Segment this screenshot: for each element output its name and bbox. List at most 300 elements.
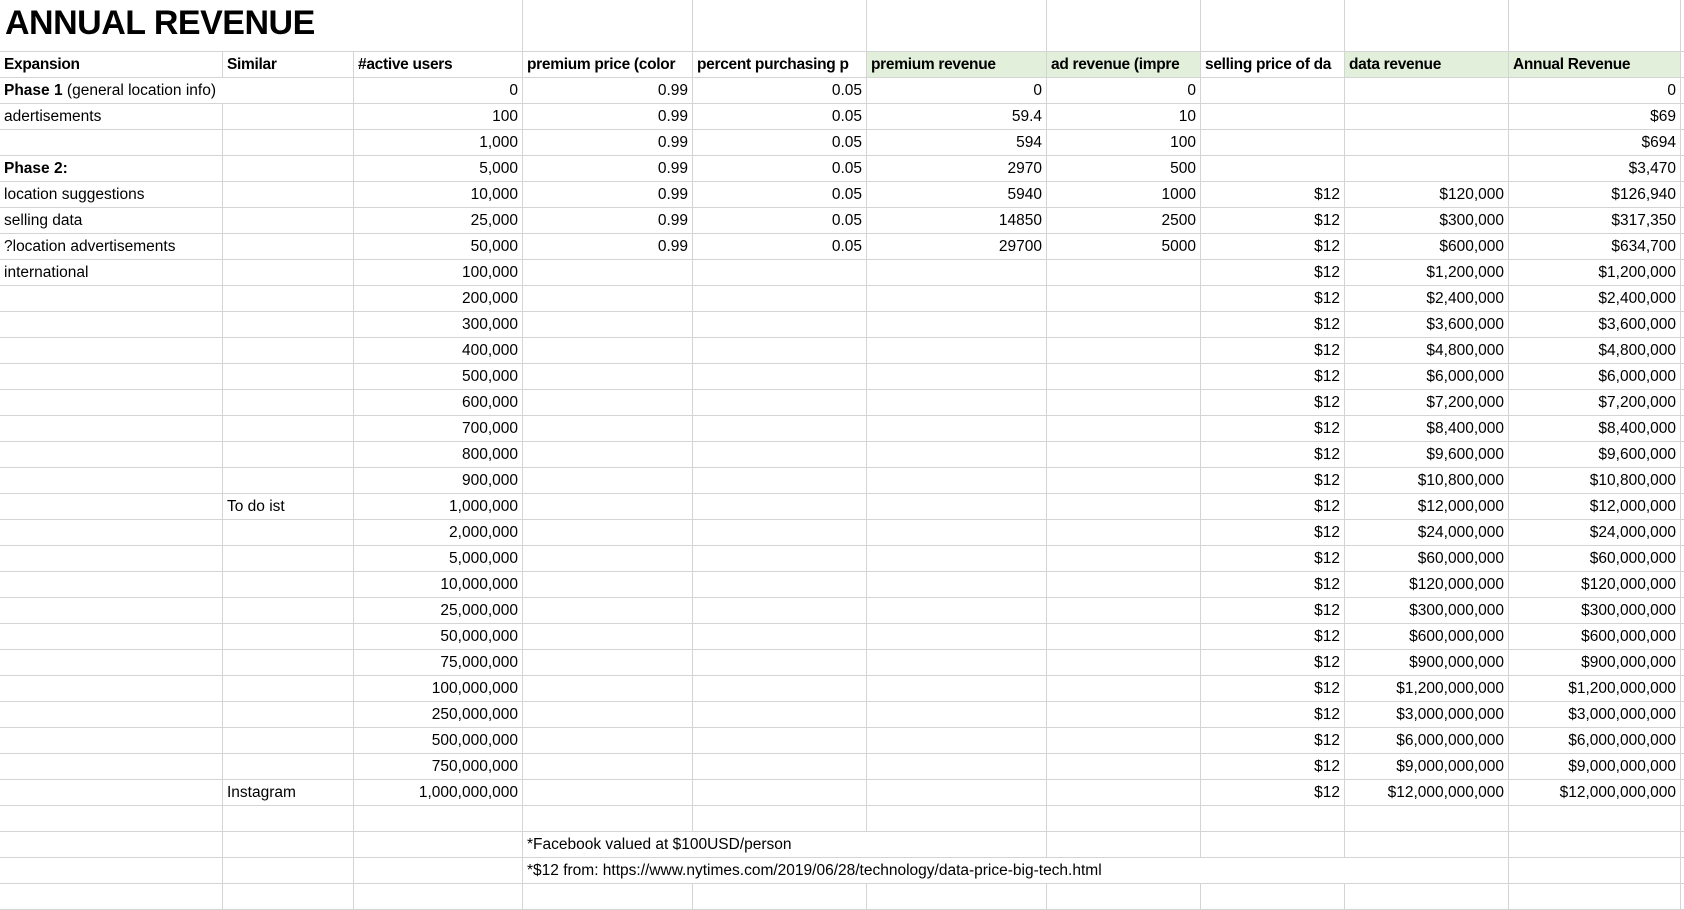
cell-premium-revenue[interactable] (867, 650, 1047, 676)
cell-premium-revenue[interactable]: 14850 (867, 208, 1047, 234)
cell-selling-price[interactable]: $12 (1201, 312, 1345, 338)
cell-active-users[interactable] (354, 884, 523, 910)
cell-data-revenue[interactable]: $900,000,000 (1345, 650, 1509, 676)
cell-premium-price[interactable] (523, 364, 693, 390)
cell-percent-purchasing[interactable]: 0.05 (693, 156, 867, 182)
cell-data-revenue[interactable]: $9,600,000 (1345, 442, 1509, 468)
cell-data-revenue[interactable] (1345, 884, 1509, 910)
cell-data-revenue[interactable] (1345, 78, 1509, 104)
cell-ad-revenue[interactable] (1047, 312, 1201, 338)
cell-selling-price[interactable]: $12 (1201, 182, 1345, 208)
cell-premium-revenue[interactable] (867, 546, 1047, 572)
cell-ad-revenue[interactable] (1047, 338, 1201, 364)
cell-selling-price[interactable]: $12 (1201, 728, 1345, 754)
cell-similar[interactable] (223, 390, 354, 416)
cell-similar[interactable] (223, 702, 354, 728)
cell-percent-purchasing[interactable]: 0.05 (693, 104, 867, 130)
cell-premium-revenue[interactable] (867, 364, 1047, 390)
header-cell-ad-revenue[interactable]: ad revenue (impre (1047, 52, 1201, 78)
cell-expansion[interactable] (0, 572, 223, 598)
cell-premium-revenue[interactable] (867, 494, 1047, 520)
cell-data-revenue[interactable] (1345, 832, 1509, 858)
cell-selling-price[interactable]: $12 (1201, 416, 1345, 442)
cell-expansion[interactable] (0, 494, 223, 520)
cell-premium-price[interactable]: *Facebook valued at $100USD/person (523, 832, 693, 858)
cell-data-revenue[interactable]: $9,000,000,000 (1345, 754, 1509, 780)
cell-similar[interactable] (223, 260, 354, 286)
cell-data-revenue[interactable]: $600,000 (1345, 234, 1509, 260)
cell-premium-price[interactable] (523, 312, 693, 338)
cell-ad-revenue[interactable] (1047, 832, 1201, 858)
cell-ad-revenue[interactable] (1047, 546, 1201, 572)
header-cell-similar[interactable]: Similar (223, 52, 354, 78)
cell-active-users[interactable]: 2,000,000 (354, 520, 523, 546)
cell-premium-price[interactable] (523, 754, 693, 780)
cell-selling-price[interactable] (1201, 78, 1345, 104)
cell-percent-purchasing[interactable] (693, 442, 867, 468)
cell-active-users[interactable]: 0 (354, 78, 523, 104)
cell-data-revenue[interactable]: $8,400,000 (1345, 416, 1509, 442)
cell-annual-revenue[interactable] (1509, 884, 1681, 910)
cell-similar[interactable] (223, 806, 354, 832)
cell-active-users[interactable]: 100,000 (354, 260, 523, 286)
cell-premium-revenue[interactable]: 29700 (867, 234, 1047, 260)
header-cell-data-revenue[interactable]: data revenue (1345, 52, 1509, 78)
cell-annual-revenue[interactable]: $317,350 (1509, 208, 1681, 234)
cell-expansion[interactable] (0, 676, 223, 702)
cell-premium-revenue[interactable] (867, 728, 1047, 754)
header-cell-premium-price[interactable]: premium price (color (523, 52, 693, 78)
cell-premium-price[interactable] (523, 676, 693, 702)
cell-percent-purchasing[interactable] (693, 546, 867, 572)
cell-similar[interactable] (223, 338, 354, 364)
cell-ad-revenue[interactable] (1047, 806, 1201, 832)
cell-premium-price[interactable] (523, 260, 693, 286)
cell-expansion[interactable] (0, 780, 223, 806)
cell-percent-purchasing[interactable] (693, 260, 867, 286)
cell-ad-revenue[interactable]: 0 (1047, 78, 1201, 104)
cell-ad-revenue[interactable] (1047, 754, 1201, 780)
cell-ad-revenue[interactable] (1047, 260, 1201, 286)
cell-selling-price[interactable]: $12 (1201, 338, 1345, 364)
cell-expansion[interactable]: ?location advertisements (0, 234, 223, 260)
cell-premium-revenue[interactable] (867, 390, 1047, 416)
cell-premium-revenue[interactable] (867, 312, 1047, 338)
cell-similar[interactable] (223, 182, 354, 208)
cell-annual-revenue[interactable]: $12,000,000 (1509, 494, 1681, 520)
cell-expansion[interactable]: selling data (0, 208, 223, 234)
cell-similar[interactable] (223, 78, 354, 104)
cell-selling-price[interactable]: $12 (1201, 260, 1345, 286)
cell-percent-purchasing[interactable] (693, 338, 867, 364)
cell-expansion[interactable] (0, 702, 223, 728)
cell-selling-price[interactable]: $12 (1201, 364, 1345, 390)
cell-annual-revenue[interactable]: $600,000,000 (1509, 624, 1681, 650)
cell-premium-revenue[interactable]: 594 (867, 130, 1047, 156)
cell-active-users[interactable]: 300,000 (354, 312, 523, 338)
cell-expansion[interactable]: location suggestions (0, 182, 223, 208)
cell-premium-price[interactable]: 0.99 (523, 156, 693, 182)
cell-premium-price[interactable] (523, 442, 693, 468)
cell-similar[interactable] (223, 286, 354, 312)
cell-annual-revenue[interactable]: $6,000,000,000 (1509, 728, 1681, 754)
cell-active-users[interactable]: 10,000 (354, 182, 523, 208)
cell-annual-revenue[interactable]: $126,940 (1509, 182, 1681, 208)
cell-data-revenue[interactable]: $60,000,000 (1345, 546, 1509, 572)
cell-premium-revenue[interactable] (867, 416, 1047, 442)
cell-expansion[interactable] (0, 884, 223, 910)
cell-active-users[interactable]: 10,000,000 (354, 572, 523, 598)
cell-selling-price[interactable]: $12 (1201, 624, 1345, 650)
cell-premium-revenue[interactable] (867, 520, 1047, 546)
cell-selling-price[interactable]: $12 (1201, 208, 1345, 234)
cell-percent-purchasing[interactable] (693, 650, 867, 676)
cell-selling-price[interactable]: $12 (1201, 234, 1345, 260)
cell-data-revenue[interactable]: $6,000,000,000 (1345, 728, 1509, 754)
cell-premium-revenue[interactable] (867, 624, 1047, 650)
cell-selling-price[interactable]: $12 (1201, 676, 1345, 702)
cell-data-revenue[interactable]: $1,200,000,000 (1345, 676, 1509, 702)
cell-ad-revenue[interactable] (1047, 416, 1201, 442)
cell-expansion[interactable] (0, 416, 223, 442)
cell-similar[interactable] (223, 728, 354, 754)
title-row-cell[interactable] (693, 0, 867, 52)
cell-active-users[interactable]: 500,000 (354, 364, 523, 390)
cell-ad-revenue[interactable] (1047, 494, 1201, 520)
cell-selling-price[interactable]: $12 (1201, 702, 1345, 728)
cell-ad-revenue[interactable] (1047, 780, 1201, 806)
cell-percent-purchasing[interactable] (693, 364, 867, 390)
cell-data-revenue[interactable]: $3,000,000,000 (1345, 702, 1509, 728)
cell-selling-price[interactable]: $12 (1201, 572, 1345, 598)
cell-premium-revenue[interactable]: 59.4 (867, 104, 1047, 130)
cell-data-revenue[interactable]: $12,000,000 (1345, 494, 1509, 520)
cell-ad-revenue[interactable]: 2500 (1047, 208, 1201, 234)
cell-similar[interactable] (223, 520, 354, 546)
cell-annual-revenue[interactable]: $60,000,000 (1509, 546, 1681, 572)
cell-expansion[interactable] (0, 806, 223, 832)
cell-premium-price[interactable]: *$12 from: https://www.nytimes.com/2019/06/28/technology/data-price-big-tech.html (523, 858, 693, 884)
cell-ad-revenue[interactable] (1047, 624, 1201, 650)
cell-expansion[interactable] (0, 338, 223, 364)
cell-premium-price[interactable] (523, 806, 693, 832)
cell-expansion[interactable] (0, 442, 223, 468)
cell-selling-price[interactable] (1201, 130, 1345, 156)
cell-similar[interactable]: Instagram (223, 780, 354, 806)
cell-premium-price[interactable]: 0.99 (523, 130, 693, 156)
cell-percent-purchasing[interactable] (693, 624, 867, 650)
cell-annual-revenue[interactable]: $9,000,000,000 (1509, 754, 1681, 780)
cell-annual-revenue[interactable]: $12,000,000,000 (1509, 780, 1681, 806)
cell-percent-purchasing[interactable]: 0.05 (693, 78, 867, 104)
cell-premium-price[interactable]: 0.99 (523, 78, 693, 104)
cell-annual-revenue[interactable]: $9,600,000 (1509, 442, 1681, 468)
cell-data-revenue[interactable]: $2,400,000 (1345, 286, 1509, 312)
cell-data-revenue[interactable]: $24,000,000 (1345, 520, 1509, 546)
cell-premium-revenue[interactable] (867, 780, 1047, 806)
cell-selling-price[interactable]: $12 (1201, 754, 1345, 780)
cell-percent-purchasing[interactable] (693, 520, 867, 546)
cell-premium-price[interactable] (523, 390, 693, 416)
cell-annual-revenue[interactable]: $1,200,000,000 (1509, 676, 1681, 702)
cell-ad-revenue[interactable] (1047, 702, 1201, 728)
cell-active-users[interactable] (354, 806, 523, 832)
cell-ad-revenue[interactable] (1047, 520, 1201, 546)
cell-selling-price[interactable] (1201, 104, 1345, 130)
cell-premium-price[interactable] (523, 702, 693, 728)
cell-annual-revenue[interactable]: $634,700 (1509, 234, 1681, 260)
cell-ad-revenue[interactable] (1047, 676, 1201, 702)
cell-active-users[interactable] (354, 858, 523, 884)
cell-annual-revenue[interactable]: $8,400,000 (1509, 416, 1681, 442)
cell-percent-purchasing[interactable] (693, 494, 867, 520)
cell-expansion[interactable] (0, 364, 223, 390)
header-cell-selling-price[interactable]: selling price of da (1201, 52, 1345, 78)
cell-similar[interactable] (223, 442, 354, 468)
cell-ad-revenue[interactable] (1047, 650, 1201, 676)
cell-active-users[interactable]: 400,000 (354, 338, 523, 364)
cell-annual-revenue[interactable]: $1,200,000 (1509, 260, 1681, 286)
cell-expansion[interactable] (0, 546, 223, 572)
cell-similar[interactable] (223, 468, 354, 494)
cell-expansion[interactable] (0, 598, 223, 624)
cell-expansion[interactable] (0, 312, 223, 338)
cell-premium-price[interactable] (523, 884, 693, 910)
cell-selling-price[interactable] (1201, 806, 1345, 832)
cell-premium-revenue[interactable] (867, 702, 1047, 728)
cell-selling-price[interactable]: $12 (1201, 468, 1345, 494)
cell-annual-revenue[interactable]: $6,000,000 (1509, 364, 1681, 390)
cell-percent-purchasing[interactable]: 0.05 (693, 234, 867, 260)
cell-ad-revenue[interactable] (1047, 598, 1201, 624)
cell-premium-revenue[interactable]: 5940 (867, 182, 1047, 208)
cell-premium-revenue[interactable] (867, 338, 1047, 364)
cell-ad-revenue[interactable]: 5000 (1047, 234, 1201, 260)
cell-expansion[interactable]: international (0, 260, 223, 286)
cell-data-revenue[interactable] (1345, 156, 1509, 182)
cell-ad-revenue[interactable] (1047, 884, 1201, 910)
title-row-cell[interactable] (1345, 0, 1509, 52)
cell-similar[interactable] (223, 546, 354, 572)
cell-annual-revenue[interactable]: $69 (1509, 104, 1681, 130)
cell-active-users[interactable]: 5,000 (354, 156, 523, 182)
cell-active-users[interactable]: 700,000 (354, 416, 523, 442)
cell-premium-price[interactable] (523, 572, 693, 598)
cell-premium-price[interactable] (523, 780, 693, 806)
title-row-cell[interactable] (867, 0, 1047, 52)
cell-ad-revenue[interactable]: 1000 (1047, 182, 1201, 208)
cell-expansion[interactable] (0, 728, 223, 754)
cell-premium-price[interactable] (523, 338, 693, 364)
cell-active-users[interactable]: 100,000,000 (354, 676, 523, 702)
cell-data-revenue[interactable]: $120,000 (1345, 182, 1509, 208)
cell-similar[interactable] (223, 884, 354, 910)
cell-expansion[interactable] (0, 78, 223, 104)
title-row-cell[interactable] (1047, 0, 1201, 52)
cell-similar[interactable] (223, 234, 354, 260)
cell-selling-price[interactable] (1201, 858, 1345, 884)
cell-active-users[interactable]: 50,000 (354, 234, 523, 260)
cell-annual-revenue[interactable] (1509, 806, 1681, 832)
cell-active-users[interactable]: 75,000,000 (354, 650, 523, 676)
cell-percent-purchasing[interactable] (693, 598, 867, 624)
cell-premium-revenue[interactable] (867, 884, 1047, 910)
header-cell-active-users[interactable]: #active users (354, 52, 523, 78)
cell-active-users[interactable]: 5,000,000 (354, 546, 523, 572)
cell-ad-revenue[interactable] (1047, 286, 1201, 312)
cell-selling-price[interactable]: $12 (1201, 286, 1345, 312)
cell-similar[interactable] (223, 676, 354, 702)
cell-ad-revenue[interactable]: 100 (1047, 130, 1201, 156)
header-cell-expansion[interactable]: Expansion (0, 52, 223, 78)
cell-ad-revenue[interactable] (1047, 468, 1201, 494)
cell-similar[interactable] (223, 364, 354, 390)
cell-ad-revenue[interactable] (1047, 390, 1201, 416)
cell-similar[interactable] (223, 832, 354, 858)
cell-similar[interactable] (223, 130, 354, 156)
cell-expansion[interactable] (0, 754, 223, 780)
cell-data-revenue[interactable] (1345, 104, 1509, 130)
cell-percent-purchasing[interactable] (693, 780, 867, 806)
cell-ad-revenue[interactable] (1047, 728, 1201, 754)
cell-expansion[interactable]: adertisements (0, 104, 223, 130)
cell-active-users[interactable]: 25,000 (354, 208, 523, 234)
cell-percent-purchasing[interactable] (693, 312, 867, 338)
cell-percent-purchasing[interactable] (693, 468, 867, 494)
cell-active-users[interactable]: 1,000 (354, 130, 523, 156)
cell-premium-revenue[interactable] (867, 754, 1047, 780)
cell-premium-revenue[interactable] (867, 442, 1047, 468)
cell-data-revenue[interactable]: $120,000,000 (1345, 572, 1509, 598)
title-row-cell[interactable] (1201, 0, 1345, 52)
cell-active-users[interactable]: 900,000 (354, 468, 523, 494)
cell-selling-price[interactable]: $12 (1201, 442, 1345, 468)
cell-similar[interactable] (223, 104, 354, 130)
cell-selling-price[interactable]: $12 (1201, 598, 1345, 624)
header-cell-annual-revenue[interactable]: Annual Revenue (1509, 52, 1681, 78)
cell-expansion[interactable] (0, 650, 223, 676)
cell-similar[interactable] (223, 754, 354, 780)
cell-percent-purchasing[interactable] (693, 390, 867, 416)
cell-ad-revenue[interactable]: 500 (1047, 156, 1201, 182)
cell-similar[interactable] (223, 624, 354, 650)
cell-data-revenue[interactable] (1345, 806, 1509, 832)
cell-data-revenue[interactable]: $6,000,000 (1345, 364, 1509, 390)
cell-data-revenue[interactable]: $10,800,000 (1345, 468, 1509, 494)
cell-premium-revenue[interactable] (867, 676, 1047, 702)
cell-premium-price[interactable] (523, 286, 693, 312)
cell-premium-price[interactable] (523, 650, 693, 676)
cell-percent-purchasing[interactable] (693, 702, 867, 728)
cell-annual-revenue[interactable]: $3,470 (1509, 156, 1681, 182)
cell-annual-revenue[interactable]: $2,400,000 (1509, 286, 1681, 312)
cell-annual-revenue[interactable]: $900,000,000 (1509, 650, 1681, 676)
cell-percent-purchasing[interactable] (693, 286, 867, 312)
header-cell-percent-purchasing[interactable]: percent purchasing p (693, 52, 867, 78)
cell-premium-revenue[interactable] (867, 286, 1047, 312)
cell-annual-revenue[interactable]: $120,000,000 (1509, 572, 1681, 598)
cell-active-users[interactable]: 1,000,000,000 (354, 780, 523, 806)
cell-data-revenue[interactable]: $3,600,000 (1345, 312, 1509, 338)
cell-active-users[interactable]: 1,000,000 (354, 494, 523, 520)
cell-annual-revenue[interactable]: $3,000,000,000 (1509, 702, 1681, 728)
cell-active-users[interactable]: 200,000 (354, 286, 523, 312)
cell-annual-revenue[interactable] (1509, 832, 1681, 858)
cell-percent-purchasing[interactable] (693, 572, 867, 598)
cell-ad-revenue[interactable]: 10 (1047, 104, 1201, 130)
cell-data-revenue[interactable]: $12,000,000,000 (1345, 780, 1509, 806)
title-row-cell[interactable] (354, 0, 523, 52)
cell-expansion[interactable] (0, 286, 223, 312)
cell-similar[interactable] (223, 650, 354, 676)
cell-active-users[interactable]: 50,000,000 (354, 624, 523, 650)
cell-similar[interactable]: To do ist (223, 494, 354, 520)
cell-similar[interactable] (223, 208, 354, 234)
cell-premium-price[interactable] (523, 546, 693, 572)
cell-premium-price[interactable] (523, 728, 693, 754)
cell-premium-revenue[interactable] (867, 832, 1047, 858)
cell-expansion[interactable] (0, 520, 223, 546)
cell-active-users[interactable]: 600,000 (354, 390, 523, 416)
cell-selling-price[interactable]: $12 (1201, 650, 1345, 676)
cell-expansion[interactable] (0, 858, 223, 884)
cell-premium-price[interactable] (523, 494, 693, 520)
cell-selling-price[interactable]: $12 (1201, 546, 1345, 572)
cell-expansion[interactable] (0, 130, 223, 156)
cell-percent-purchasing[interactable] (693, 754, 867, 780)
cell-annual-revenue[interactable]: $24,000,000 (1509, 520, 1681, 546)
cell-expansion[interactable] (0, 468, 223, 494)
title-row-cell[interactable] (1509, 0, 1681, 52)
cell-active-users[interactable] (354, 832, 523, 858)
cell-percent-purchasing[interactable] (693, 416, 867, 442)
cell-active-users[interactable]: 100 (354, 104, 523, 130)
cell-similar[interactable] (223, 572, 354, 598)
cell-similar[interactable] (223, 598, 354, 624)
cell-similar[interactable] (223, 156, 354, 182)
cell-percent-purchasing[interactable]: 0.05 (693, 208, 867, 234)
cell-active-users[interactable]: 250,000,000 (354, 702, 523, 728)
cell-premium-price[interactable] (523, 468, 693, 494)
cell-data-revenue[interactable]: $1,200,000 (1345, 260, 1509, 286)
cell-similar[interactable] (223, 416, 354, 442)
cell-data-revenue[interactable]: $4,800,000 (1345, 338, 1509, 364)
cell-data-revenue[interactable]: $300,000 (1345, 208, 1509, 234)
cell-ad-revenue[interactable] (1047, 572, 1201, 598)
title-row-cell[interactable] (523, 0, 693, 52)
cell-annual-revenue[interactable]: $3,600,000 (1509, 312, 1681, 338)
cell-annual-revenue[interactable]: $300,000,000 (1509, 598, 1681, 624)
cell-percent-purchasing[interactable] (693, 676, 867, 702)
cell-percent-purchasing[interactable]: 0.05 (693, 182, 867, 208)
cell-selling-price[interactable] (1201, 884, 1345, 910)
cell-annual-revenue[interactable]: $4,800,000 (1509, 338, 1681, 364)
cell-expansion[interactable] (0, 156, 223, 182)
cell-percent-purchasing[interactable] (693, 728, 867, 754)
cell-premium-revenue[interactable] (867, 572, 1047, 598)
cell-similar[interactable] (223, 312, 354, 338)
cell-active-users[interactable]: 500,000,000 (354, 728, 523, 754)
cell-annual-revenue[interactable]: 0 (1509, 78, 1681, 104)
cell-selling-price[interactable]: $12 (1201, 520, 1345, 546)
cell-annual-revenue[interactable]: $694 (1509, 130, 1681, 156)
cell-data-revenue[interactable]: $7,200,000 (1345, 390, 1509, 416)
cell-annual-revenue[interactable]: $10,800,000 (1509, 468, 1681, 494)
cell-data-revenue[interactable]: $600,000,000 (1345, 624, 1509, 650)
cell-data-revenue[interactable] (1345, 858, 1509, 884)
cell-ad-revenue[interactable] (1047, 364, 1201, 390)
cell-premium-price[interactable]: 0.99 (523, 182, 693, 208)
